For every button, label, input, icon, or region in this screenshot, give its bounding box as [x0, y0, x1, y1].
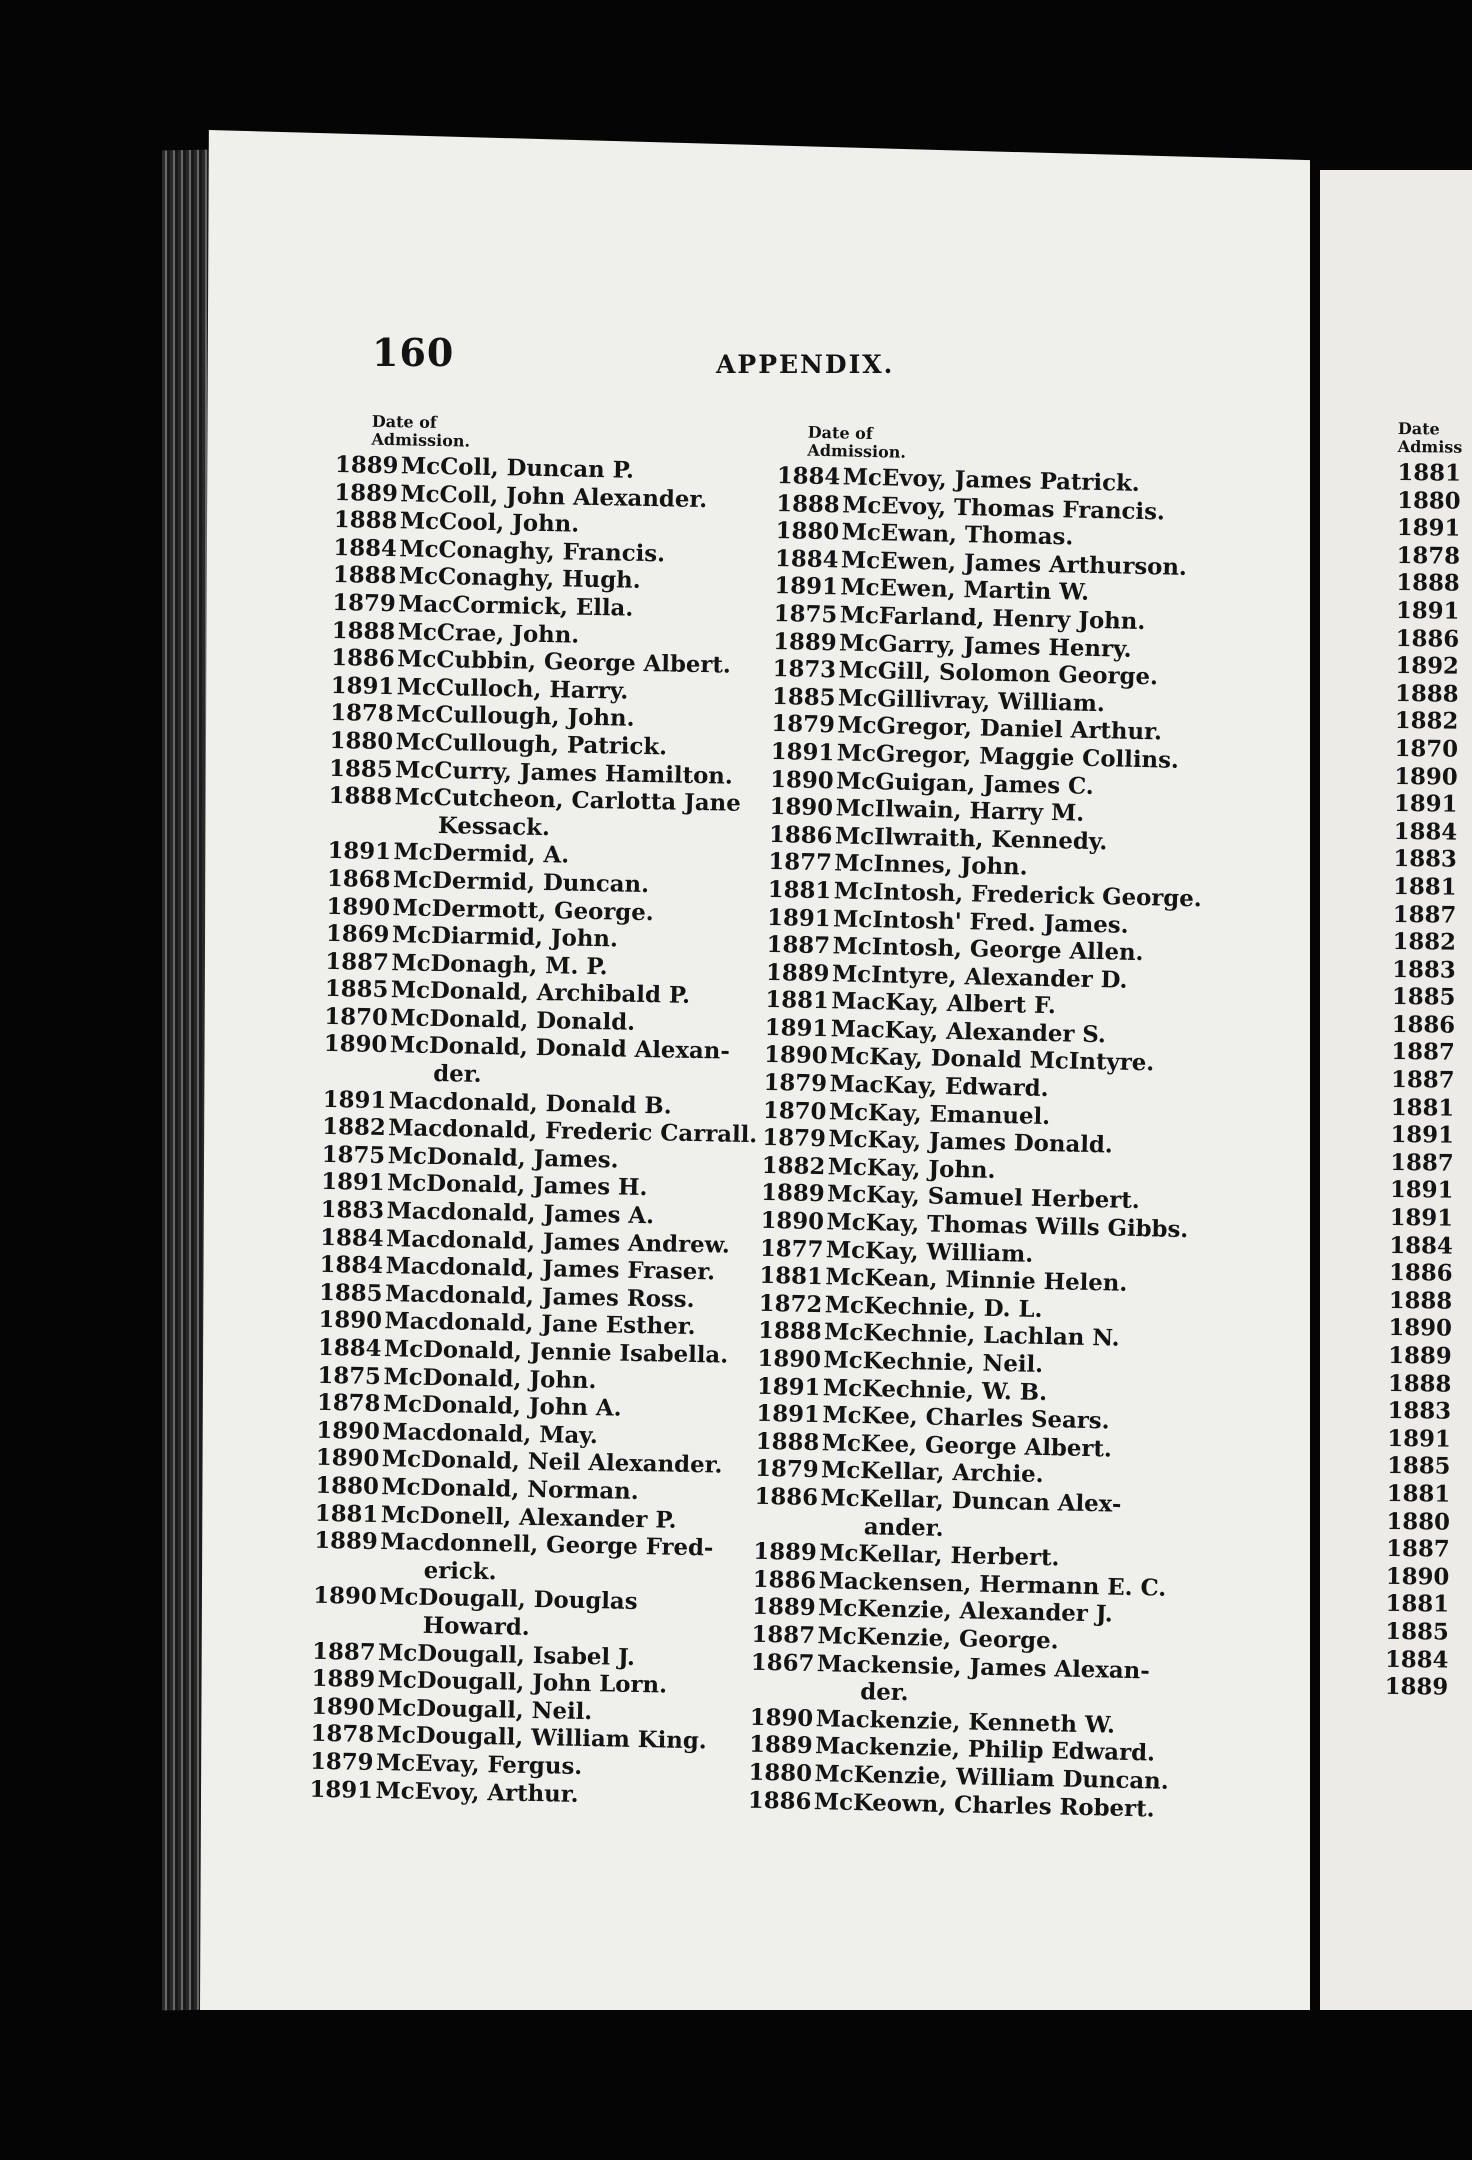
member-name: McGregor, Maggie Collins.	[836, 740, 1180, 774]
admission-entry	[1387, 1398, 1467, 1426]
admission-year: 1884	[319, 1224, 384, 1252]
member-name: Macdonald, May.	[382, 1418, 599, 1449]
admission-year: 1889	[765, 959, 830, 987]
member-name: McCullough, John.	[395, 701, 635, 733]
admission-entry	[1392, 984, 1472, 1012]
admission-year: 1884	[333, 534, 398, 562]
member-name: McKenzie, George.	[817, 1623, 1059, 1655]
member-name: McColl, John Alexander.	[400, 480, 708, 513]
admission-year: 1887	[1392, 901, 1457, 929]
admission-year: 1885	[1386, 1453, 1451, 1480]
admission-entry	[1389, 1260, 1469, 1288]
entry-list	[748, 463, 1217, 1824]
admission-entry	[1394, 736, 1472, 764]
member-name: McKean, Minnie Helen.	[825, 1264, 1128, 1298]
admission-year: 1879	[309, 1748, 374, 1776]
admission-entry	[1390, 1150, 1470, 1178]
admission-year: 1890	[1388, 1315, 1453, 1343]
member-name: Macdonald, Frederic Carrall.	[388, 1115, 758, 1149]
member-name: McDonald, Jennie Isabella.	[383, 1336, 729, 1369]
member-name: MacCormick, Ella.	[398, 591, 634, 622]
member-name: McKay, Donald McIntyre.	[829, 1043, 1155, 1077]
admission-year: 1881	[765, 987, 830, 1015]
admission-entry	[1385, 1646, 1465, 1674]
admission-entry	[1386, 1536, 1466, 1564]
member-name: Mackensie, James Alexan-	[816, 1650, 1150, 1684]
admission-year: 1891	[766, 904, 831, 932]
admission-entry	[1391, 1039, 1471, 1067]
admission-year: 1889	[311, 1665, 376, 1694]
admission-entry	[1388, 1371, 1468, 1399]
admission-year: 1881	[767, 876, 832, 905]
admission-year: 1890	[313, 1583, 377, 1611]
member-name: McKechnie, W. B.	[822, 1374, 1048, 1406]
admission-year: 1887	[766, 931, 831, 960]
member-name: McIntosh, Frederick George.	[833, 878, 1202, 913]
member-name: McCurry, James Hamilton.	[394, 756, 734, 790]
member-name: McKechnie, Lachlan N.	[823, 1319, 1120, 1353]
member-name: McKechnie, Neil.	[823, 1347, 1044, 1379]
admission-year: 1872	[758, 1290, 823, 1318]
member-name: McDonald, Donald Alexan-	[389, 1032, 731, 1066]
member-name: Mackenzie, Philip Edward.	[814, 1733, 1156, 1767]
member-name: McKechnie, D. L.	[824, 1292, 1043, 1323]
admission-year: 1888	[757, 1318, 822, 1346]
admission-entry	[1394, 764, 1472, 792]
member-name: McKeown, Charles Robert.	[813, 1788, 1155, 1823]
member-name: McEvay, Fergus.	[375, 1749, 583, 1780]
admission-entry	[1397, 460, 1472, 488]
member-name: McGregor, Daniel Arthur.	[837, 712, 1163, 746]
admission-entry	[1386, 1564, 1466, 1592]
admission-entry	[1388, 1343, 1468, 1371]
member-name-continued: ander.	[863, 1513, 944, 1542]
admission-entry	[1388, 1315, 1468, 1343]
admission-year: 1887	[1390, 1067, 1455, 1094]
admission-year: 1882	[1392, 929, 1457, 956]
member-name: McKay, William.	[825, 1236, 1034, 1268]
admission-column-3-partial	[1385, 420, 1472, 1702]
admission-year: 1891	[756, 1400, 821, 1429]
admission-year: 1889	[334, 451, 399, 480]
admission-year: 1881	[1392, 873, 1457, 901]
admission-year: 1879	[762, 1125, 827, 1153]
admission-year: 1892	[1395, 653, 1460, 680]
column-header: Date of Admission.	[371, 411, 471, 451]
admission-year: 1889	[1388, 1342, 1452, 1370]
member-name: Macdonald, Jane Esther.	[384, 1308, 696, 1341]
admission-year: 1878	[329, 700, 394, 728]
member-name: McCullough, Patrick.	[395, 729, 668, 761]
admission-year: 1869	[325, 920, 390, 949]
admission-entry	[1393, 901, 1472, 929]
member-name: McIlwraith, Kennedy.	[834, 823, 1108, 856]
admission-year: 1891	[330, 672, 395, 700]
member-name-continued: Kessack.	[437, 812, 551, 841]
member-name: Macdonald, Donald B.	[388, 1087, 672, 1120]
member-name: McGarry, James Henry.	[838, 629, 1132, 663]
admission-column-2	[748, 423, 1218, 1824]
admission-year: 1884	[317, 1334, 382, 1363]
admission-year: 1882	[1394, 708, 1459, 735]
admission-year: 1891	[1396, 515, 1461, 542]
admission-year: 1891	[309, 1776, 374, 1804]
member-name: McDonagh, M. P.	[391, 949, 608, 981]
column-header: Date of Admission.	[807, 422, 907, 462]
admission-entry	[1396, 626, 1472, 654]
member-name: McConaghy, Francis.	[399, 536, 666, 568]
admission-year: 1883	[1392, 956, 1456, 984]
member-name: McEvoy, James Patrick.	[842, 464, 1140, 497]
admission-year: 1888	[331, 617, 396, 645]
member-name: McGillivray, William.	[837, 685, 1106, 717]
admission-entry	[1389, 1205, 1469, 1233]
member-name: McIntyre, Alexander D.	[831, 960, 1128, 994]
member-name: McKay, James Donald.	[828, 1126, 1114, 1159]
member-name: McConaghy, Hugh.	[398, 563, 641, 595]
admission-year: 1880	[1397, 487, 1461, 515]
admission-year: 1891	[1389, 1204, 1454, 1232]
member-name: McEwen, Martin W.	[840, 574, 1090, 607]
member-name: Macdonald, James A.	[386, 1198, 655, 1230]
admission-year: 1868	[326, 865, 391, 894]
admission-year: 1881	[1397, 459, 1462, 487]
admission-entry	[1385, 1619, 1465, 1647]
admission-entry	[1387, 1426, 1467, 1454]
admission-entry	[1389, 1233, 1469, 1261]
admission-year: 1885	[1391, 984, 1456, 1011]
admission-entry	[1394, 819, 1472, 847]
admission-year: 1891	[1390, 1122, 1455, 1149]
admission-entry	[1392, 957, 1472, 985]
member-name: McKee, Charles Sears.	[822, 1402, 1110, 1435]
admission-year: 1885	[1385, 1618, 1449, 1646]
admission-year: 1891	[1389, 1177, 1454, 1205]
admission-year: 1891	[1393, 791, 1458, 818]
admission-year: 1888	[1394, 680, 1459, 708]
admission-year: 1875	[317, 1362, 382, 1390]
member-name: Macdonald, James Ross.	[384, 1280, 695, 1313]
admission-year: 1884	[1384, 1646, 1449, 1674]
member-name: MacKay, Albert F.	[831, 988, 1057, 1020]
admission-entry	[1391, 1067, 1471, 1095]
admission-year: 1873	[772, 656, 837, 684]
admission-year: 1890	[769, 794, 834, 822]
admission-year: 1890	[323, 1031, 388, 1059]
admission-year: 1889	[1384, 1674, 1449, 1701]
admission-year: 1886	[747, 1787, 812, 1815]
entry-list	[1385, 460, 1472, 1702]
admission-year: 1886	[768, 821, 833, 850]
admission-entry	[1393, 874, 1472, 902]
admission-entry	[1395, 708, 1472, 736]
member-name: McEvoy, Arthur.	[375, 1777, 579, 1808]
admission-year: 1881	[1390, 1094, 1455, 1122]
admission-year: 1875	[321, 1141, 386, 1169]
member-name: McKenzie, William Duncan.	[814, 1761, 1169, 1795]
admission-year: 1888	[755, 1428, 820, 1456]
admission-year: 1891	[756, 1373, 821, 1401]
member-name: McDiarmid, John.	[391, 922, 619, 953]
member-name: McInnes, John.	[834, 850, 1028, 881]
admission-year: 1891	[774, 573, 839, 601]
admission-year: 1890	[763, 1042, 828, 1070]
member-name: McCubbin, George Albert.	[397, 646, 732, 679]
admission-entry	[1396, 570, 1472, 598]
member-name: McDonald, John A.	[382, 1391, 622, 1422]
admission-year: 1891	[322, 1086, 387, 1114]
member-name: McDonald, Neil Alexander.	[381, 1446, 723, 1479]
member-name: McDonald, Norman.	[381, 1474, 639, 1505]
admission-year: 1888	[1387, 1370, 1452, 1398]
admission-year: 1890	[749, 1704, 814, 1732]
member-name: McFarland, Henry John.	[839, 602, 1146, 636]
admission-year: 1870	[324, 1003, 389, 1031]
admission-year: 1890	[769, 766, 834, 794]
admission-year: 1881	[1386, 1480, 1451, 1508]
admission-year: 1879	[763, 1069, 828, 1098]
admission-entry	[1391, 1095, 1471, 1123]
admission-entry	[1397, 488, 1472, 516]
admission-year: 1889	[748, 1732, 813, 1760]
member-name: McDonald, Donald.	[390, 1005, 636, 1036]
member-name: McDermott, George.	[392, 894, 654, 926]
admission-year: 1880	[775, 518, 840, 546]
member-name: McKenzie, Alexander J.	[817, 1595, 1113, 1628]
admission-year: 1890	[316, 1417, 381, 1445]
admission-year: 1880	[315, 1472, 380, 1500]
admission-year: 1887	[1390, 1149, 1454, 1177]
admission-year: 1886	[1395, 625, 1460, 653]
admission-year: 1889	[760, 1180, 825, 1208]
admission-year: 1884	[1389, 1232, 1453, 1260]
member-name: McKay, Emanuel.	[828, 1098, 1051, 1130]
column-header: Date Admiss	[1397, 419, 1463, 457]
admission-entry	[1387, 1481, 1467, 1509]
admission-entry	[1396, 598, 1472, 626]
admission-year: 1881	[759, 1263, 824, 1291]
admission-year: 1881	[314, 1500, 379, 1528]
member-name: McDermid, A.	[393, 839, 570, 869]
member-name-continued: der.	[860, 1679, 909, 1707]
admission-year: 1885	[328, 755, 393, 783]
admission-year: 1870	[762, 1097, 827, 1125]
admission-year: 1884	[774, 545, 839, 574]
admission-year: 1889	[334, 479, 399, 507]
member-name: McCulloch, Harry.	[396, 673, 629, 705]
admission-year: 1890	[1385, 1563, 1450, 1591]
admission-year: 1880	[329, 727, 394, 756]
member-name: McEwen, James Arthurson.	[840, 547, 1188, 581]
member-name: McIntosh, George Allen.	[832, 933, 1144, 967]
admission-year: 1882	[761, 1152, 826, 1181]
admission-entry	[1389, 1288, 1469, 1316]
member-name: McGill, Solomon George.	[838, 657, 1159, 691]
admission-entry	[1395, 653, 1472, 681]
admission-year: 1890	[315, 1445, 380, 1473]
admission-year: 1883	[320, 1196, 385, 1225]
admission-year: 1884	[776, 462, 841, 491]
admission-year: 1867	[750, 1649, 815, 1677]
member-name: McKay, Samuel Herbert.	[826, 1181, 1141, 1215]
member-name: Macdonald, James Andrew.	[385, 1225, 731, 1259]
admission-year: 1870	[1394, 735, 1459, 763]
member-name: McDonald, Archibald P.	[390, 977, 691, 1010]
admission-column-1	[309, 412, 756, 1812]
admission-entry	[1385, 1674, 1465, 1702]
member-name: McDonald, James H.	[386, 1170, 648, 1202]
member-name: McIlwain, Harry M.	[835, 795, 1085, 827]
admission-year: 1886	[331, 645, 395, 673]
admission-year: 1885	[318, 1279, 383, 1307]
member-name: McCrae, John.	[397, 618, 580, 649]
admission-year: 1886	[1388, 1260, 1453, 1287]
admission-year: 1888	[333, 507, 398, 535]
entry-list	[309, 451, 758, 1812]
admission-year: 1881	[1385, 1591, 1450, 1618]
admission-year: 1891	[327, 838, 392, 866]
member-name: McDonald, James.	[387, 1142, 619, 1174]
admission-entry	[1387, 1453, 1467, 1481]
admission-year: 1890	[760, 1207, 825, 1236]
admission-entry	[1392, 929, 1472, 957]
member-name: McKee, George Albert.	[821, 1429, 1113, 1463]
admission-entry	[1390, 1177, 1470, 1205]
admission-year: 1889	[753, 1538, 818, 1567]
admission-year: 1890	[326, 893, 391, 921]
member-name: McDonell, Alexander P.	[380, 1501, 677, 1534]
admission-entry	[1385, 1591, 1465, 1619]
admission-year: 1880	[748, 1759, 813, 1787]
admission-entry	[1393, 846, 1472, 874]
member-name: McDonald, John.	[383, 1363, 597, 1394]
admission-year: 1887	[1386, 1536, 1450, 1563]
member-name: McDougall, Neil.	[376, 1694, 593, 1725]
member-name: McKellar, Duncan Alex-	[820, 1485, 1122, 1518]
admission-year: 1884	[1393, 818, 1458, 846]
admission-year: 1878	[1396, 542, 1461, 570]
admission-year: 1889	[772, 628, 837, 656]
admission-year: 1889	[751, 1594, 816, 1622]
admission-entry	[1395, 681, 1472, 709]
admission-year: 1878	[310, 1721, 375, 1749]
member-name: MacKay, Edward.	[829, 1071, 1049, 1103]
member-name: McCutcheon, Carlotta Jane	[394, 784, 741, 817]
admission-year: 1891	[764, 1014, 829, 1043]
admission-year: 1883	[1393, 846, 1457, 873]
admission-year: 1885	[771, 683, 836, 712]
admission-year: 1879	[754, 1456, 819, 1484]
admission-year: 1890	[757, 1345, 822, 1374]
admission-year: 1887	[325, 948, 390, 976]
admission-entry	[1392, 1012, 1472, 1040]
admission-year: 1891	[1395, 597, 1460, 625]
admission-year: 1884	[319, 1252, 384, 1280]
admission-year: 1887	[311, 1638, 376, 1666]
member-name-continued: Howard.	[422, 1612, 530, 1641]
admission-year: 1886	[752, 1566, 817, 1594]
admission-year: 1877	[768, 849, 833, 877]
admission-year: 1890	[318, 1307, 383, 1335]
admission-year: 1890	[310, 1693, 375, 1721]
admission-year: 1879	[771, 711, 836, 739]
member-name: McDougall, John Lorn.	[377, 1667, 668, 1699]
admission-year: 1888	[1388, 1287, 1453, 1315]
member-name: McEwan, Thomas.	[841, 519, 1074, 551]
member-name: Mackensen, Hermann E. C.	[818, 1567, 1167, 1602]
admission-year: 1883	[1387, 1398, 1452, 1425]
admission-year: 1887	[1391, 1039, 1455, 1067]
member-name: MacKay, Alexander S.	[830, 1016, 1107, 1049]
member-name: Macdonald, James Fraser.	[385, 1253, 716, 1286]
member-name: McDermid, Duncan.	[392, 867, 650, 899]
member-name-continued: erick.	[423, 1557, 497, 1586]
member-name: McGuigan, James C.	[835, 767, 1095, 800]
admission-year: 1878	[316, 1390, 381, 1418]
member-name: McColl, Duncan P.	[400, 453, 635, 484]
member-name: McCool, John.	[399, 508, 580, 538]
admission-year: 1887	[751, 1621, 816, 1650]
running-head: APPENDIX.	[716, 350, 895, 379]
admission-year: 1889	[314, 1527, 379, 1556]
admission-entry	[1390, 1122, 1470, 1150]
member-name: Mackenzie, Kenneth W.	[815, 1705, 1116, 1739]
admission-year: 1890	[1394, 763, 1458, 791]
admission-year: 1882	[322, 1114, 386, 1142]
admission-year: 1891	[770, 738, 835, 767]
admission-year: 1891	[320, 1169, 385, 1197]
admission-year: 1886	[754, 1483, 819, 1512]
admission-entry	[1394, 791, 1472, 819]
admission-year: 1880	[1386, 1508, 1451, 1536]
admission-entry	[1397, 515, 1472, 543]
member-name: McKay, Thomas Wills Gibbs.	[826, 1209, 1189, 1244]
member-name: McEvoy, Thomas Francis.	[841, 492, 1166, 526]
member-name-continued: der.	[433, 1061, 482, 1088]
member-name: McKellar, Archie.	[820, 1457, 1044, 1489]
admission-year: 1885	[324, 976, 389, 1004]
member-name: McDougall, Isabel J.	[377, 1639, 636, 1671]
page-number: 160	[372, 330, 455, 375]
member-name: Macdonnell, George Fred-	[380, 1529, 714, 1562]
admission-year: 1875	[773, 600, 838, 629]
member-name: McKay, John.	[827, 1154, 996, 1184]
member-name: McDougall, William King.	[376, 1722, 707, 1755]
member-name: McDougall, Douglas	[379, 1584, 638, 1616]
admission-year: 1888	[1396, 570, 1460, 598]
member-name: McIntosh' Fred. James.	[832, 905, 1129, 939]
admission-entry	[1396, 543, 1472, 571]
member-name: McKellar, Herbert.	[819, 1540, 1060, 1572]
admission-year: 1888	[332, 562, 397, 590]
admission-year: 1888	[775, 490, 840, 518]
admission-year: 1888	[328, 783, 393, 811]
admission-entry	[1386, 1509, 1466, 1537]
admission-year: 1877	[759, 1235, 824, 1263]
admission-year: 1886	[1391, 1011, 1456, 1039]
admission-year: 1879	[332, 589, 397, 618]
admission-year: 1891	[1387, 1425, 1451, 1453]
